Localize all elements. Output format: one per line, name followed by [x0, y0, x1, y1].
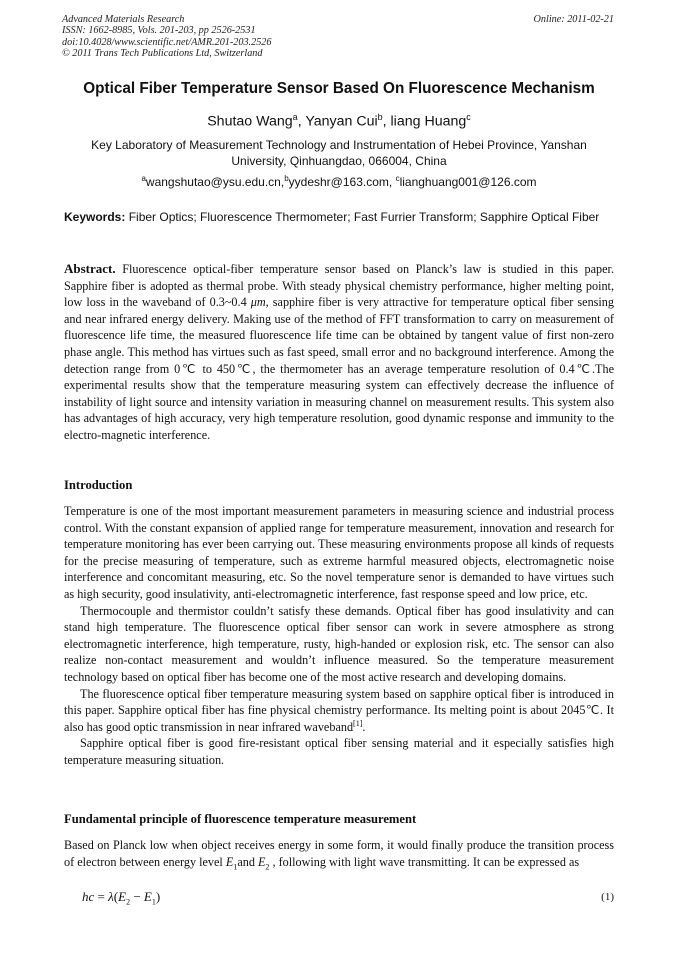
email-link[interactable]: yydeshr@163.com, [288, 175, 396, 189]
eq-e1: E [143, 889, 152, 904]
issn-line: ISSN: 1662-8985, Vols. 201-203, pp 2526-2531 [62, 25, 256, 37]
author-superscript: a [292, 112, 298, 122]
eq-lambda: λ [108, 889, 114, 904]
abstract [64, 261, 614, 444]
email-superscript: c [395, 174, 400, 183]
paragraph-end: . [362, 719, 366, 734]
keywords [64, 210, 614, 225]
email-superscript: a [141, 174, 146, 183]
author-superscript: c [466, 112, 471, 122]
eq-subscript: 1 [151, 897, 156, 907]
fundamental-heading: Fundamental principle of fluorescence temperature measurement [64, 812, 417, 826]
fundamental-body [64, 837, 614, 876]
online-date: Online: 2011-02-21 [533, 14, 614, 25]
introduction-heading: Introduction [64, 478, 133, 492]
email-link[interactable]: lianghuang001@126.com [399, 175, 537, 189]
paragraph: Sapphire optical fiber is good fire-resistant optical fiber sensing material and it especially satisfies high temperature measuring situation. [64, 736, 614, 767]
eq-subscript: 2 [126, 897, 131, 907]
symbol-e1: E [225, 854, 234, 869]
paragraph: Temperature is one of the most important measurement parameters in measuring science and industrial process control. With the constant expansion of applied range for temperature measurement, innovation and research for temperature monitoring has ever been carrying out. These measuring environments propose all kinds of requests for the precise measuring of temperature, such as extreme harmful measured objects, electromagnetic noise interference and concomitant measuring, etc. So the novel temperature senor is demanded to have virtues such as high security, good insulativity, anti-electromagnetic interference, fast response speed and low price, etc. [64, 504, 614, 601]
paragraph-text: Based on Planck low when object receives energy in some form, it would finally produce the transition process of electron between energy level [64, 838, 614, 869]
copyright-line: © 2011 Trans Tech Publications Ltd, Switzerland [62, 48, 263, 60]
equation-number: (1) [601, 891, 614, 903]
abstract-label: Abstract. [64, 261, 116, 276]
unit-symbol: μm [250, 295, 266, 310]
eq-paren: ) [155, 889, 161, 904]
symbol-e2: E [257, 854, 266, 869]
eq-paren: ( [113, 889, 119, 904]
paragraph: Thermocouple and thermistor couldn’t satisfy these demands. Optical fiber has good insulativity and can stand high temperature. The fluorescence optical fiber sensor can work in severe atmosphere as strong electromagnetic interference, high temperature, rusty, high-handed or explosion risk, etc. The sensor can also realize non-contact measurement and wouldn’t influence measured. So the temperature measurement technology based on optical fiber has become one of the most active research and developing domains. [64, 603, 614, 684]
introduction-body [64, 503, 614, 769]
paragraph-text: , following with light wave transmitting. It can be expressed as [269, 854, 580, 869]
subscript: 2 [265, 862, 270, 872]
abstract-text: , sapphire fiber is very attractive for temperature optical fiber sensing and near infrared energy delivery. Making use of the method of FFT transformation to carry on measurement of fluorescence life time, the measured fluorescence life time can be obtained by tangent value of first non-zero phase angle. This method has virtues such as fast speed, small error and no background interference. Among the detection range from 0℃ to 450℃, the thermometer has an average temperature resolution of 0.4℃.The experimental results show that the temperature measuring system can effectively decrease the influence of instability of light source and intensity variation in measuring channel on measurement results. This system also has advantages of high accuracy, very high temperature resolution, good dynamic response and immunity to the electro-magnetic interference. [64, 295, 614, 442]
eq-minus: − [130, 889, 144, 904]
journal-name: Advanced Materials Research [62, 14, 185, 25]
doi-line[interactable]: doi:10.4028/www.scientific.net/AMR.201-203.2526 [62, 36, 272, 48]
keywords-label: Keywords: [64, 210, 126, 224]
journal-header [62, 14, 614, 60]
paper-title: Optical Fiber Temperature Sensor Based On Fluorescence Mechanism [83, 80, 595, 97]
eq-e2: E [118, 889, 127, 904]
subscript: 1 [233, 862, 238, 872]
equation-1 [82, 889, 614, 907]
email-list [40, 174, 638, 189]
author-superscript: b [377, 112, 383, 122]
paragraph-text: The fluorescence optical fiber temperature measuring system based on sapphire optical fiber is introduced in this paper. Sapphire optical fiber has fine physical chemistry performance. Its melting point is about 2045℃. It also has good optic transmission in near infrared waveband [64, 686, 614, 734]
eq-lhs: hc [82, 889, 95, 904]
abstract-text: Fluorescence optical-fiber temperature sensor based on Planck’s law is studied in this paper. Sapphire fiber is adopted as thermal probe. With steady physical chemistry performance, higher melting point, low loss in the waveband of 0.3~0.4 [64, 262, 614, 310]
and-word: and [237, 854, 258, 869]
author-name: liang Huang [390, 113, 467, 130]
paragraph [64, 686, 614, 736]
email-link[interactable]: wangshutao@ysu.edu.cn, [145, 175, 285, 189]
citation-ref[interactable]: [1] [353, 718, 363, 728]
author-name: Yanyan Cui [305, 113, 378, 130]
keywords-text: Fiber Optics; Fluorescence Thermometer; Fast Furrier Transform; Sapphire Optical Fiber [125, 210, 600, 224]
eq-equals: = [94, 889, 109, 904]
email-superscript: b [284, 174, 289, 183]
affiliation: Key Laboratory of Measurement Technology and Instrumentation of Hebei Province, Yanshan University, Qinhuangdao, 066004, China [91, 138, 587, 168]
author-name: Shutao Wang [207, 113, 293, 130]
author-list: Shutao Wang$^a$, Yanyan Cui$^b$, liang Huang$^c$ [207, 112, 471, 130]
